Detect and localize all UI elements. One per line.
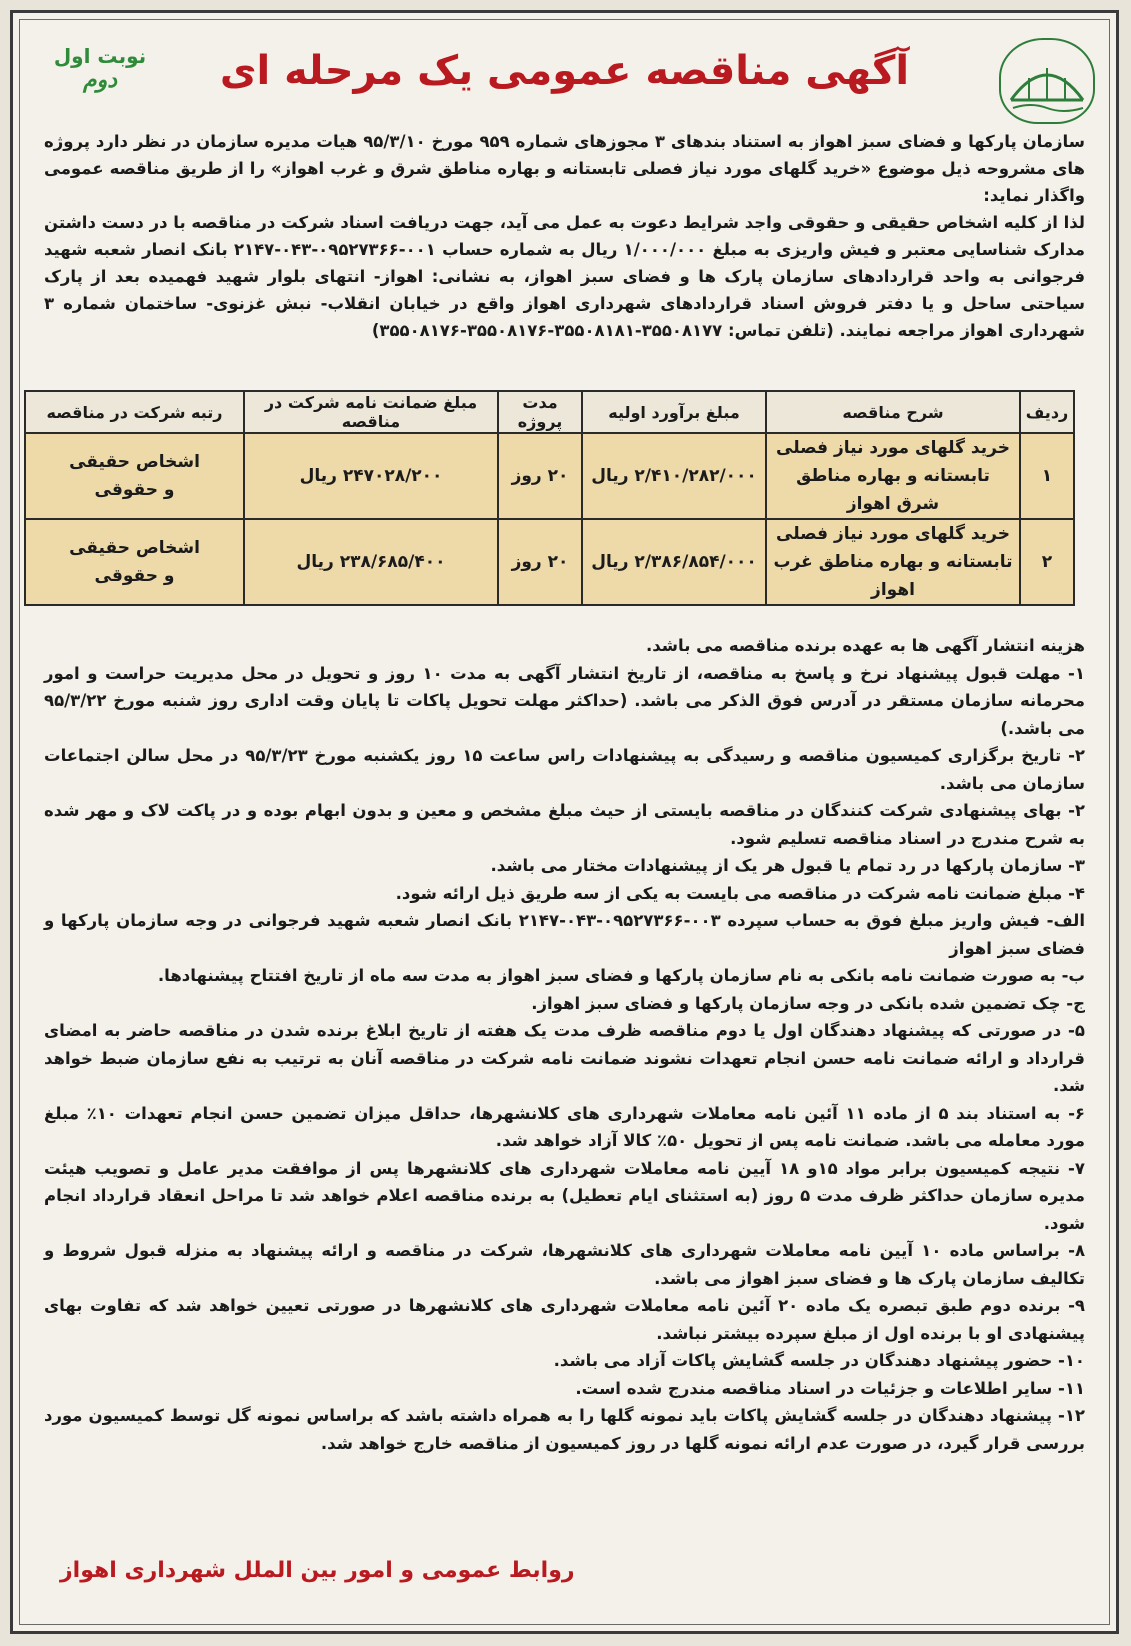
col-header-estimate: مبلغ برآورد اولیه (582, 391, 766, 433)
cell-duration: ۲۰ روز (498, 433, 582, 519)
header (20, 30, 1109, 120)
intro-text (44, 128, 1085, 344)
col-header-row-number: ردیف (1020, 391, 1074, 433)
rank-line-1: اشخاص حقیقی (69, 538, 200, 558)
page-border (19, 19, 1110, 1625)
term-item: ج- چک تضمین شده بانکی در وجه سازمان پارکها و فضای سبز اهواز. (531, 993, 1085, 1013)
term-item: ۶- به استناد بند ۵ از ماده ۱۱ آئین نامه معاملات شهرداری های کلانشهرها، حداقل میزان تضمین حسن انجام تعهدات ۱۰٪ مبلغ مورد معامله می باشد. ضمانت نامه پس از تحویل ۵۰٪ کالا آزاد خواهد شد. (44, 1103, 1085, 1150)
col-header-rank: رتبه شرکت در مناقصه (25, 391, 244, 433)
cell-row-number: ۱ (1020, 433, 1074, 519)
col-header-duration: مدت پروژه (498, 391, 582, 433)
cell-rank (25, 519, 244, 605)
intro-paragraph-1: سازمان پارکها و فضای سبز اهواز به استناد بندهای ۳ مجوزهای شماره ۹۵۹ مورخ ۹۵/۳/۱۰ هیات مدیره سازمان در نظر دارد پروژه های مشروحه ذیل موضوع «خرید گلهای مورد نیاز فصلی تابستانه و بهاره مناطق شرق و غرب اهواز» را از طریق مناقصه عمومی واگذار نماید: (44, 132, 1085, 205)
publication-badge (50, 44, 150, 93)
badge-line-2: دوم (82, 68, 118, 93)
term-item: الف- فیش واریز مبلغ فوق به حساب سپرده ۰۰۳-۰۹۵۲۷۳۶۶-۰۴۳-۲۱۴۷ بانک انصار شعبه شهید فرجوانی در وجه سازمان پارکها و فضای سبز اهواز (44, 911, 1085, 958)
page-title: آگهی مناقصه عمومی یک مرحله ای (219, 48, 910, 94)
term-item: ۱۱- سایر اطلاعات و جزئیات در اسناد مناقصه مندرج شده است. (575, 1378, 1085, 1398)
description-line-1: خرید گلهای مورد نیاز فصلی (776, 524, 1010, 544)
term-item: ۵- در صورتی که پیشنهاد دهندگان اول یا دوم مناقصه ظرف مدت یک هفته از تاریخ ابلاغ برنده شدن در مناقصه حاضر به امضای قرارداد و ارائه ضمانت نامه حسن انجام تعهدات نشوند ضمانت نامه شرکت در مناقصه آنان به ترتیب به نفع سازمان ضبط خواهد شد. (44, 1021, 1085, 1095)
cell-row-number: ۲ (1020, 519, 1074, 605)
table-header-row (25, 391, 1074, 433)
cell-estimate: ۲/۴۱۰/۲۸۲/۰۰۰ ریال (582, 433, 766, 519)
term-item: ۲- تاریخ برگزاری کمیسیون مناقصه و رسیدگی به پیشنهادات راس ساعت ۱۵ روز یکشنبه مورخ ۹۵/۳/۲۳ در محل سالن اجتماعات سازمان می باشد. (44, 746, 1085, 793)
cell-guarantee: ۲۳۸/۶۸۵/۴۰۰ ریال (244, 519, 498, 605)
cell-guarantee: ۲۴۷۰۲۸/۲۰۰ ریال (244, 433, 498, 519)
rank-line-1: اشخاص حقیقی (69, 452, 200, 472)
term-item: ۳- سازمان پارکها در رد تمام یا قبول هر یک از پیشنهادات مختار می باشد. (490, 856, 1085, 875)
col-header-guarantee: مبلغ ضمانت نامه شرکت در مناقصه (244, 391, 498, 433)
cell-description (766, 519, 1020, 605)
ahvaz-bridge-logo-icon (999, 38, 1095, 124)
cell-description (766, 433, 1020, 519)
description-line-1: خرید گلهای مورد نیاز فصلی (776, 438, 1010, 458)
term-item: ۲- بهای پیشنهادی شرکت کنندگان در مناقصه بایستی از حیث مبلغ مشخص و معین و بدون ابهام بوده و در پاکت لاک و مهر شده به شرح مندرج در اسناد مناقصه تسلیم شود. (44, 801, 1085, 848)
col-header-description: شرح مناقصه (766, 391, 1020, 433)
cell-duration: ۲۰ روز (498, 519, 582, 605)
cell-estimate: ۲/۳۸۶/۸۵۴/۰۰۰ ریال (582, 519, 766, 605)
term-item: ۹- برنده دوم طبق تبصره یک ماده ۲۰ آئین نامه معاملات شهرداری های کلانشهرها در صورتی تعیین خواهد شد که تفاوت بهای پیشنهادی او با برنده اول از مبلغ سپرده بیشتر نباشد. (44, 1296, 1085, 1343)
term-item: ۱- مهلت قبول پیشنهاد نرخ و پاسخ به مناقصه، از تاریخ انتشار آگهی به مدت ۱۰ روز و تحویل در محل مدیریت حراست و امور محرمانه سازمان مستقر در آدرس فوق الذکر می باشد. (حداکثر مهلت تحویل پاکات تا پایان وقت اداری روز شنبه مورخ ۹۵/۳/۲۲ می باشد.) (44, 663, 1085, 738)
description-line-2: تابستانه و بهاره مناطق غرب اهواز (773, 552, 1013, 600)
term-item: ۴- مبلغ ضمانت نامه شرکت در مناقصه می بایست به یکی از سه طریق ذیل ارائه شود. (395, 883, 1085, 903)
term-item: ۱۰- حضور پیشنهاد دهندگان در جلسه گشایش پاکات آزاد می باشد. (553, 1351, 1085, 1370)
description-line-2: تابستانه و بهاره مناطق شرق اهواز (796, 466, 990, 514)
table-row (25, 433, 1074, 519)
rank-line-2: و حقوقی (94, 480, 175, 500)
term-item: ۷- نتیجه کمیسیون برابر مواد ۱۵و ۱۸ آیین نامه معاملات شهرداری های کلانشهرها پس از موافقت مدیر عامل و تصویب هیئت مدیره سازمان حداکثر ظرف مدت ۵ روز (به استثنای ایام تعطیل) به برنده مناقصه اعلام خواهد شد تا مراحل انعقاد قرارداد انجام شود. (44, 1158, 1085, 1233)
term-item: ب- به صورت ضمانت نامه بانکی به نام سازمان پارکها و فضای سبز اهواز به مدت سه ماه از تاریخ افتتاح پیشنهادها. (157, 966, 1085, 985)
term-item: ۱۲- پیشنهاد دهندگان در جلسه گشایش پاکات باید نمونه گلها را به همراه داشته باشد که براساس نمونه گل توسط کمیسیون مورد بررسی قرار گیرد، در صورت عدم ارائه نمونه گلها در روز کمیسیون از مناقصه خارج خواهد شد. (44, 1406, 1085, 1453)
intro-paragraph-2: لذا از کلیه اشخاص حقیقی و حقوقی واجد شرایط دعوت به عمل می آید، جهت دریافت اسناد شرکت در مناقصه با در دست داشتن مدارک شناسایی معتبر و فیش واریزی به مبلغ ۱/۰۰۰/۰۰۰ ریال به شماره حساب ۰۰۱-۰۹۵۲۷۳۶۶-۰۴۳-۲۱۴۷ بانک انصار شعبه شهید فرجوانی به واحد قراردادهای سازمان پارک ها و فضای سبز اهواز، به نشانی: اهواز- انتهای بلوار شهید فهمیده بعد از پارک سیاحتی ساحل و یا دفتر فروش اسناد قراردادهای شهرداری اهواز واقع در خیابان انقلاب- نبش غزنوی- ساختمان شماره ۳ شهرداری اهواز مراجعه نمایند. (تلفن تماس: ۳۵۵۰۸۱۷۷-۳۵۵۰۸۱۸۱-۳۵۵۰۸۱۷۶-۳۵۵۰۸۱۷۶) (43, 213, 1085, 340)
table-row (25, 519, 1074, 605)
term-item: هزینه انتشار آگهی ها به عهده برنده مناقصه می باشد. (646, 636, 1085, 655)
advertisement-page (10, 10, 1119, 1634)
rank-line-2: و حقوقی (94, 566, 175, 586)
tender-table (24, 390, 1075, 606)
footer-signature: روابط عمومی و امور بین الملل شهرداری اهواز (60, 1558, 575, 1583)
terms-list (44, 632, 1085, 1457)
badge-line-1: نوبت اول (53, 44, 147, 68)
term-item: ۸- براساس ماده ۱۰ آیین نامه معاملات شهرداری های کلانشهرها، شرکت در مناقصه و ارائه پیشنهاد به منزله قبول شروط و تکالیف سازمان پارک ها و فضای سبز اهواز می باشد. (44, 1241, 1086, 1288)
cell-rank (25, 433, 244, 519)
